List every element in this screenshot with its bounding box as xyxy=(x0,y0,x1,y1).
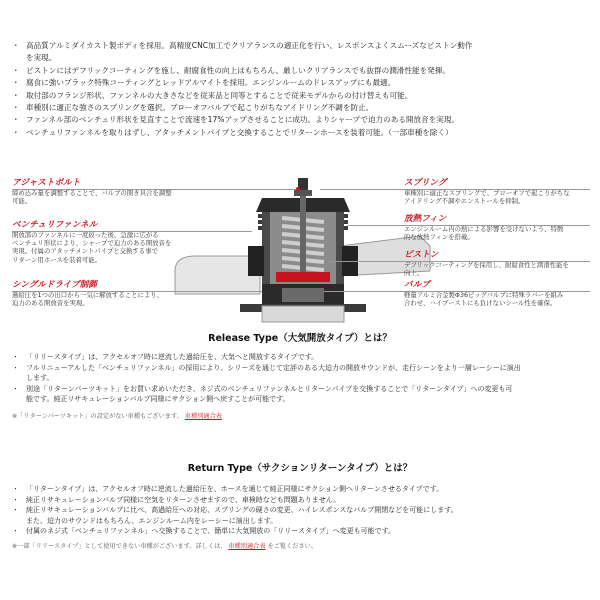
callout-venturi-funnel xyxy=(12,220,187,264)
callout-single-drive xyxy=(12,280,187,307)
return-type-title: Return Type（サクションリターンタイプ）とは？ xyxy=(187,463,413,474)
callout-spring xyxy=(404,178,594,205)
feature-item: ・ ベンチュリファンネルを取りはずし、アタッチメントパイプと交換することでリターンホースを装着可能。（一部車種を除く） xyxy=(12,127,592,139)
feature-item: ・ 車種別に適正な強さのスプリングを選択。ブローオフバルブで起こりがちなアイドリング不調を防止。 xyxy=(12,102,592,114)
callout-valve xyxy=(404,280,594,307)
callout-title: シングルドライブ制御 xyxy=(12,280,97,290)
callout-adjust-bolt xyxy=(12,178,187,205)
feature-item: ・ 腐食に強いブラック特殊コーティングとレッドアルマイトを採用。エンジンルームのドレスアップにも最適。 xyxy=(12,77,592,89)
feature-item: ・ 取付部のフランジ形状、ファンネルの大きさなどを従来品と同等とすることで従来モデルからの付け替えも可能。 xyxy=(12,90,592,102)
leader-line xyxy=(12,231,252,232)
callout-text: 合わせ、ハイブーストにも負けないシール性を確保。 xyxy=(404,299,557,308)
feature-item-cont: を実現。 xyxy=(26,53,57,63)
leader-dot xyxy=(296,187,300,191)
feature-item: ・ 高品質アルミダイカスト製ボディを採用。高精度CNC加工でクリアランスの適正化を行い、レスポンスよくスムーズなピストン動作 xyxy=(12,40,592,52)
callout-heat-fin xyxy=(404,214,594,241)
note-text: ※一部「リリースタイプ」として使用できない車種がございます。詳しくは、 xyxy=(12,543,227,550)
valve-cutaway-diagram xyxy=(0,176,600,326)
leader-line xyxy=(348,225,590,226)
callout-text: 軽量アルミ合金製Φ36ビッグバルブに特殊ラバーを組み xyxy=(404,291,564,299)
feature-item: ・ ピストンにはデフリックコーティングを施し、耐腐食性の向上はもちろん、厳しいクリアランスでも抜群の潤滑性能を発揮。 xyxy=(12,65,592,77)
callout-text: 過給圧を1つの出口から一気に解放することにより、 xyxy=(12,291,164,299)
compatibility-table-link[interactable]: 車種別適合表 xyxy=(184,413,222,420)
release-item: ・ 別途「リターンパーツキット」をお買い求めいただき、ネジ式のベンチュリファンネルとリターンパイプを交換することで「リターンタイプ」への変更も可 xyxy=(12,384,592,395)
compatibility-table-link[interactable]: 車種別適合表 xyxy=(228,543,266,550)
callout-piston xyxy=(404,250,594,277)
note-text: ※「リターンパーツキット」の設定がない車種もございます。 xyxy=(12,413,183,420)
return-item: ・ 付属のネジ式「ベンチュリファンネル」へ交換することで、簡単に大気開放の「リリースタイプ」へ変更も可能です。 xyxy=(12,526,592,537)
callout-text: 実現。付属のアタッチメントパイプと交換する事で xyxy=(12,247,158,256)
callout-text: 車種別に適正なスプリングで、ブローオフで起こりがちな xyxy=(404,189,570,197)
leader-line xyxy=(324,291,590,292)
callout-text: 向上。 xyxy=(404,269,424,278)
callout-text: 的な放熱フィンを搭載。 xyxy=(404,233,474,242)
release-type-list xyxy=(12,352,592,405)
leader-line xyxy=(12,291,262,292)
callout-text: 迫力のある開放音を実現。 xyxy=(12,299,89,308)
callout-title: スプリング xyxy=(404,178,447,188)
leader-line xyxy=(12,189,297,190)
callout-text: デフリックコーティングを採用し、耐腐食性と潤滑性能を xyxy=(404,261,569,269)
return-type-list xyxy=(12,484,592,537)
leader-line xyxy=(320,189,590,190)
callout-text: リターン用ホースを装着可能。 xyxy=(12,255,102,264)
release-item: ・ 「リリースタイプ」は、アクセルオフ時に逆流した過給圧を、大気へと開放するタイプです。 xyxy=(12,352,592,363)
release-item-cont: します。 xyxy=(26,374,54,383)
return-item-cont: また、迫力のサウンドはもちろん、エンジンルーム内をレーシーに演出します。 xyxy=(26,516,278,525)
return-item: ・ 純正リサキュレーションバルブ同様に空気をリターンさせますので、車検時なども問題ありません。 xyxy=(12,495,592,506)
callout-text: アイドリング不調やエンストールを抑制。 xyxy=(404,197,525,206)
return-item: ・ 純正リサキュレーションバルブに比べ、高過給圧への対応、スプリングの硬さの変更、ハイレスポンスなバルブ開閉などを可能にします。 xyxy=(12,505,592,516)
callout-title: アジャストボルト xyxy=(12,178,81,188)
leader-line xyxy=(330,261,590,262)
callout-text: 開放部のファンネルに一度絞った後、急激に広がる xyxy=(12,231,159,239)
callout-text: 可能。 xyxy=(12,197,32,206)
release-note xyxy=(12,411,222,420)
callout-title: 放熱フィン xyxy=(404,214,447,224)
feature-list xyxy=(12,40,592,139)
feature-item: ・ ファンネル部のベンチュリ形状を見直すことで流速を17%アップさせることに成功。よりシャープで迫力のある開放音を実現。 xyxy=(12,114,592,126)
release-item-cont: 能です。純正リサキュレーションバルブ同様にサクション側へ戻すことが可能です。 xyxy=(26,395,290,404)
release-type-title: Release Type（大気開放タイプ）とは？ xyxy=(208,333,392,344)
callout-title: ピストン xyxy=(404,250,439,260)
callout-text: ベンチュリ形状により、シャープで迫力のある開放音を xyxy=(12,239,172,248)
callout-text: 締め込み量を調整することで、バルブの開き具合を調整 xyxy=(12,189,172,197)
return-note xyxy=(12,541,317,550)
callout-text: エンジンルーム内の熱による影響を受けないよう、特徴 xyxy=(404,225,564,233)
note-text-end: をご覧ください。 xyxy=(267,543,318,550)
callout-title: ベンチュリファンネル xyxy=(12,220,98,230)
return-item: ・ 「リターンタイプ」は、アクセルオフ時に逆流した過給圧を、ホースを通じて純正同様にサクション側へリターンさせるタイプです。 xyxy=(12,484,592,495)
callout-title: バルブ xyxy=(404,280,430,290)
release-item: ・ フルリニューアルした「ベンチュリファンネル」の採用により、シリーズを通じて定評のある大迫力の開放サウンドが、走行シーンをより一層レーシーに演出 xyxy=(12,363,592,374)
